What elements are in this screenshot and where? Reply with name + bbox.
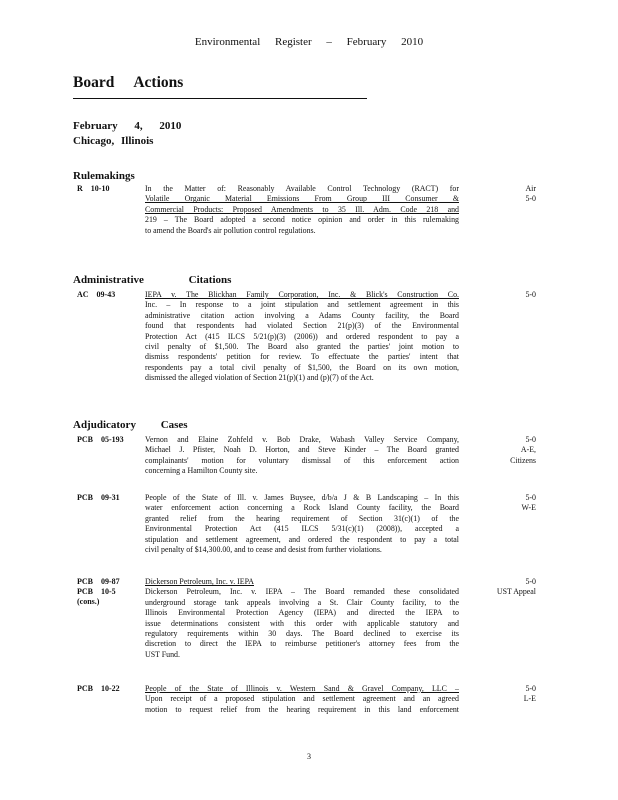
vote-count: 5-0: [525, 194, 536, 204]
item-text: [145, 493, 459, 555]
text-line: Inc. – In response to a joint stipulation and settlement agreement in this: [145, 300, 459, 310]
page-header: Environmental Register – February 2010: [194, 36, 424, 48]
category-label: L-E: [523, 694, 536, 704]
section-heading-adjudicatory-cases: Adjudicatory Cases: [73, 419, 188, 431]
text-line: to amend the Board's air pollution control regulations.: [145, 225, 316, 235]
text-line: discretion to direct the IEPA to reimburse petitioner's attorney fees from the: [145, 639, 459, 649]
title-rule: [73, 98, 367, 99]
text-line: underground storage tank appeals involving a St. Clair County facility, to the: [145, 597, 459, 607]
text-line: Dickerson Petroleum, Inc. v. IEPA: [145, 577, 254, 586]
item-text: [145, 684, 459, 715]
text-line: People of the State of Ill. v. James Buysee, d/b/a J & B Landscaping – In this: [145, 493, 459, 502]
text-line: civil penalty of $1,500. The Board also granted the parties' joint motion to: [145, 342, 459, 352]
category-label: Citizens: [510, 455, 536, 465]
meeting-date: February 4, 2010: [73, 120, 182, 132]
vote-info: [480, 684, 536, 705]
text-line: Commercial Products: Proposed Amendments to 35 Ill. Adm. Code 218 and: [145, 204, 459, 214]
text-line: Upon receipt of a proposed stipulation and settlement agreement and an agreed: [145, 694, 459, 704]
text-line: administrative citation action involving a Adams County facility, the Board: [145, 310, 459, 320]
vote-info: [480, 493, 536, 514]
docket-number: PCB 09-87: [77, 577, 120, 586]
text-line: found that respondents had violated Section 21(p)(3) of the Environmental: [145, 321, 459, 331]
vote-info: [480, 290, 536, 300]
category-label: UST Appeal: [496, 587, 536, 597]
page-title: Board Actions: [73, 74, 184, 91]
category-label: Air: [525, 184, 536, 193]
vote-info: [450, 577, 536, 598]
text-line: stipulation and settlement agreement, and ordered the respondent to pay a total: [145, 534, 459, 544]
vote-count: 5-0: [525, 493, 536, 502]
section-heading-administrative-citations: Administrative Citations: [73, 274, 232, 286]
vote-info: [480, 184, 536, 205]
text-line: Volatile Organic Material Emissions From Group III Consumer &: [145, 194, 459, 204]
item-text: [145, 435, 459, 477]
page-number: 3: [307, 752, 311, 761]
docket-number: PCB 10-5: [77, 587, 116, 596]
text-line: Environmental Protection Act (415 ILCS 5/31(c)(1) (2008)), accepted a: [145, 524, 459, 534]
text-line: Vernon and Elaine Zohfeld v. Bob Drake, Wabash Valley Service Company,: [145, 435, 459, 444]
text-line: motion to request relief from the hearing requirement in this land enforcement: [145, 704, 459, 714]
category-label: W-E: [521, 503, 536, 513]
vote-count: 5-0: [525, 577, 536, 586]
docket-number: PCB 09-31: [77, 493, 120, 502]
text-line: Michael J. Pfister, Noah D. Horton, and Steve Kinder – The Board granted: [145, 445, 459, 455]
text-line: 219 – The Board adopted a second notice opinion and order in this rulemaking: [145, 215, 459, 225]
text-line: granted relief from the hearing requirement of Section 31(c)(1) of the: [145, 513, 459, 523]
text-line: Dickerson Petroleum, Inc. v. IEPA – The Board remanded these consolidated: [145, 587, 459, 597]
vote-count: 5-0: [525, 435, 536, 444]
text-line: dismissed the alleged violation of Section 21(p)(1) and (p)(7) of the Act.: [145, 373, 374, 383]
section-heading-rulemakings: Rulemakings: [73, 170, 135, 182]
text-line: Illinois Environmental Protection Agency (IEPA) and directed the IEPA to: [145, 608, 459, 618]
text-line: issue determinations consistent with this order with applicable statutory and: [145, 618, 459, 628]
docket-number: PCB 05-193: [77, 435, 124, 444]
text-line: concerning a Hamilton County site.: [145, 466, 258, 476]
text-line: regulatory requirements within 30 days. The Board declined to exercise its: [145, 629, 459, 639]
text-line: complainants' motion for voluntary dismissal of this enforcement action: [145, 455, 459, 465]
docket-number-group: [77, 577, 120, 607]
meeting-place: Chicago, Illinois: [73, 135, 154, 147]
text-line: Protection Act (415 ILCS 5/21(p)(3) (2006)) and ordered respondent to pay a: [145, 331, 459, 341]
docket-number: R 10-10: [77, 184, 110, 193]
vote-info: [480, 435, 536, 466]
text-line: IEPA v. The Blickhan Family Corporation, Inc. & Blick's Construction Co.: [145, 290, 459, 299]
consolidated-note: (cons.): [77, 597, 100, 606]
vote-count: 5-0: [525, 684, 536, 693]
text-line: People of the State of Illinois v. Western Sand & Gravel Company, LLC –: [145, 684, 459, 693]
vote-count: 5-0: [525, 290, 536, 299]
text-line: civil penalty of $14,300.00, and to cease and desist from further violations.: [145, 545, 382, 555]
category-label: A-E,: [520, 445, 536, 455]
item-text: [145, 290, 459, 384]
text-line: UST Fund.: [145, 649, 180, 659]
item-text: [145, 577, 459, 660]
text-line: dismiss respondents' petition for review. To effectuate the parties' intent that: [145, 352, 459, 362]
text-line: respondents pay a total civil penalty of $1,500, the Board on its own motion,: [145, 362, 459, 372]
docket-number: PCB 10-22: [77, 684, 120, 693]
text-line: In the Matter of: Reasonably Available Control Technology (RACT) for: [145, 184, 459, 193]
item-text: [145, 184, 459, 236]
docket-number: AC 09-43: [77, 290, 116, 299]
text-line: water enforcement action concerning a Rock Island County facility, the Board: [145, 503, 459, 513]
